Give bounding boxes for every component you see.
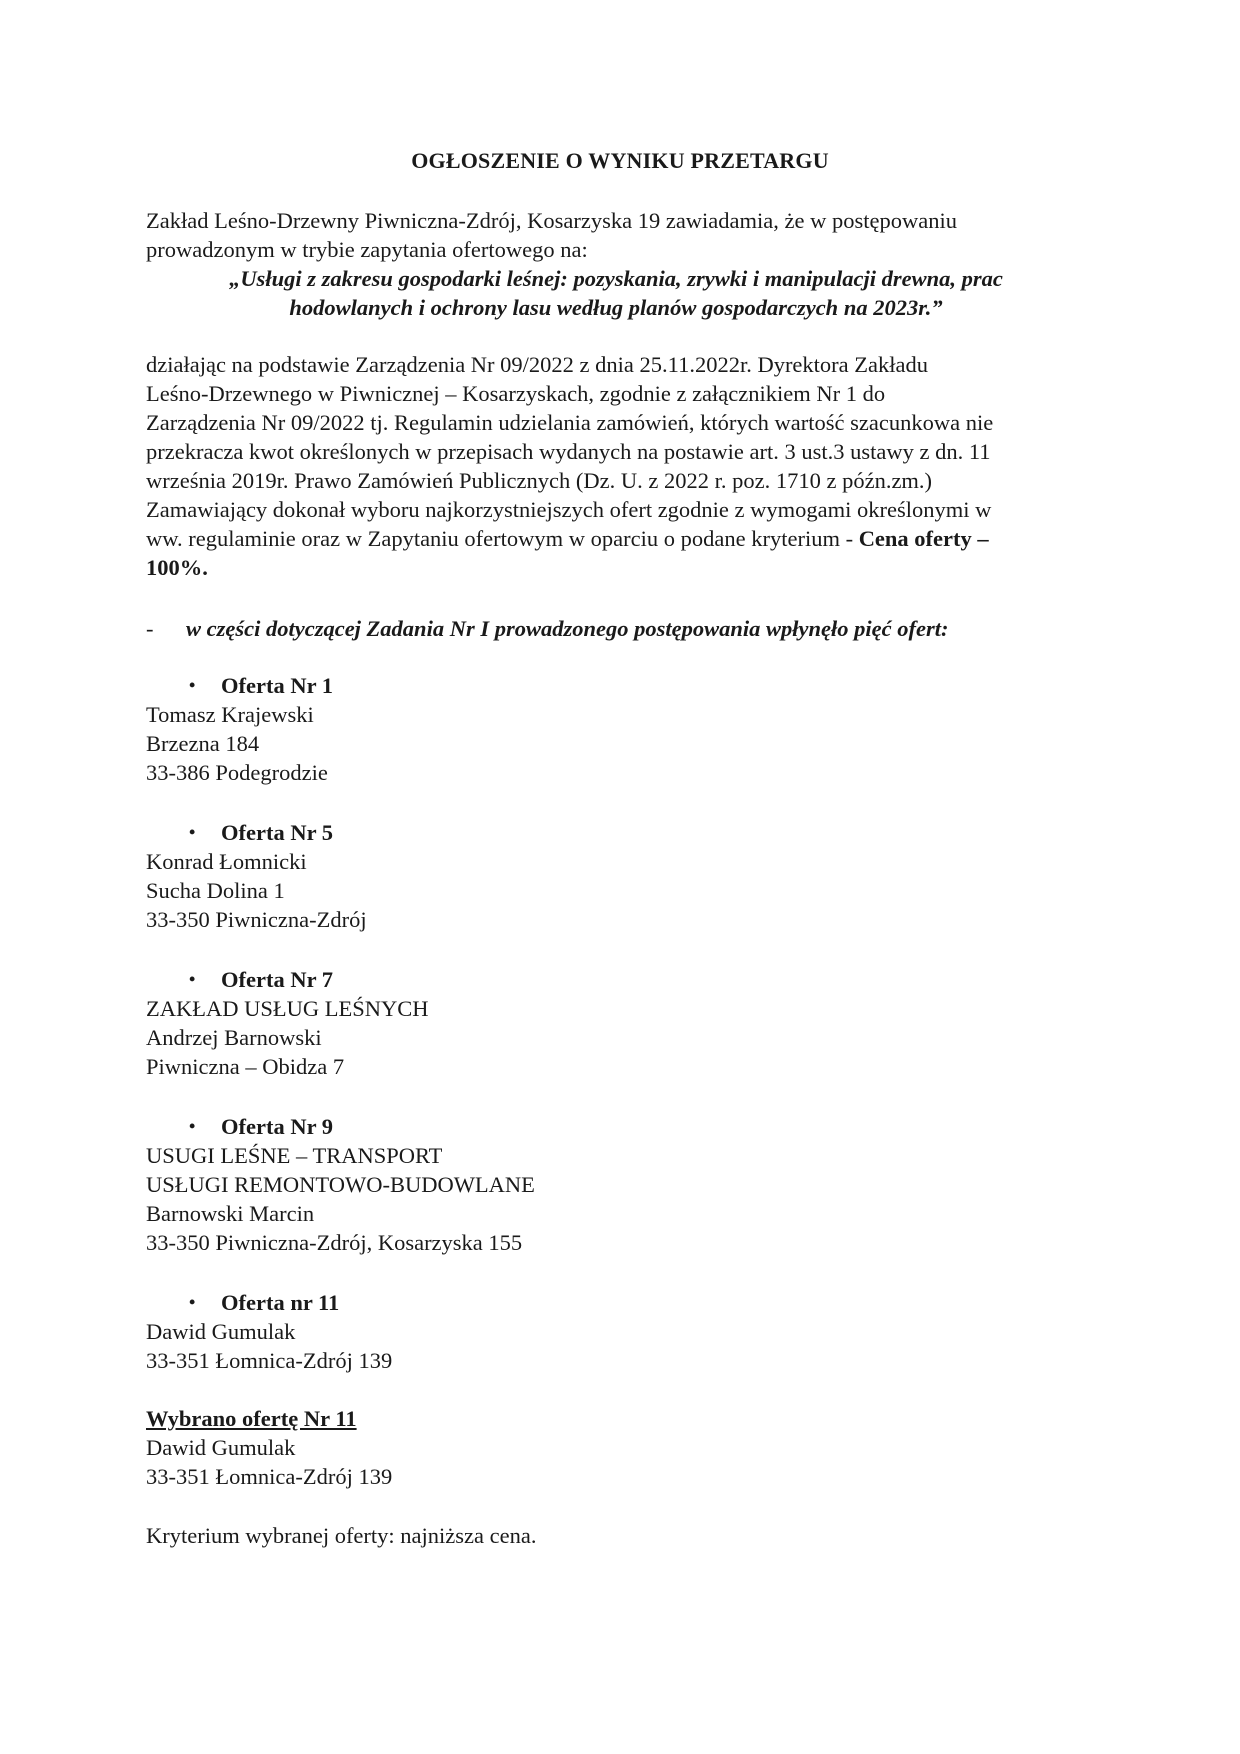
body-line [146, 524, 1106, 553]
criterion-bold: Cena oferty – [858, 526, 989, 551]
offer-item [146, 1288, 392, 1375]
offer-line: ZAKŁAD USŁUG LEŚNYCH [146, 996, 429, 1021]
offer-line: Brzezna 184 [146, 731, 260, 756]
bullet-icon: • [189, 1116, 196, 1136]
offer-label: Oferta Nr 1 [221, 673, 334, 698]
body-line: Leśno-Drzewnego w Piwnicznej – Kosarzyskach, zgodnie z załącznikiem Nr 1 do [146, 381, 886, 406]
offer-line: Sucha Dolina 1 [146, 878, 285, 903]
body-paragraph [146, 350, 1106, 582]
offer-line: Barnowski Marcin [146, 1201, 315, 1226]
bullet-icon: • [189, 1292, 196, 1312]
offer-line: USUGI LEŚNE – TRANSPORT [146, 1143, 443, 1168]
offer-line: 33-351 Łomnica-Zdrój 139 [146, 1348, 393, 1373]
offer-item [146, 965, 429, 1081]
body-line: Zamawiający dokonał wyboru najkorzystniejszych ofert zgodnie z wymogami określonymi w [146, 497, 992, 522]
bullet-icon: • [189, 822, 196, 842]
document-title: OGŁOSZENIE O WYNIKU PRZETARGU [411, 148, 829, 173]
body-line: działając na podstawie Zarządzenia Nr 09/2022 z dnia 25.11.2022r. Dyrektora Zakładu [146, 352, 928, 377]
offer-line: USŁUGI REMONTOWO-BUDOWLANE [146, 1172, 535, 1197]
body-line: września 2019r. Prawo Zamówień Publicznych (Dz. U. z 2022 r. poz. 1710 z późn.zm.) [146, 468, 933, 493]
section-text: w części dotyczącej Zadania Nr I prowadzonego postępowania wpłynęło pięć ofert: [186, 616, 949, 641]
dash-marker: - [146, 616, 154, 641]
offer-label: Oferta nr 11 [221, 1290, 340, 1315]
intro-line: Zakład Leśno-Drzewny Piwniczna-Zdrój, Kosarzyska 19 zawiadamia, że w postępowaniu [146, 208, 957, 233]
offer-line: 33-350 Piwniczna-Zdrój, Kosarzyska 155 [146, 1230, 523, 1255]
subject-line: „Usługi z zakresu gospodarki leśnej: pozyskania, zrywki i manipulacji drewna, prac [229, 266, 1003, 291]
body-line: przekracza kwot określonych w przepisach wydanych na postawie art. 3 ust.3 ustawy z dn. 11 [146, 439, 991, 464]
criterion-percent: 100%. [146, 555, 208, 580]
offer-item [146, 1112, 535, 1257]
subject-line: hodowlanych i ochrony lasu według planów gospodarczych na 2023r.” [289, 295, 943, 320]
offer-item [146, 818, 367, 934]
selected-offer-line: 33-351 Łomnica-Zdrój 139 [146, 1464, 393, 1489]
criterion-statement: Kryterium wybranej oferty: najniższa cena. [146, 1523, 537, 1548]
offer-line: Konrad Łomnicki [146, 849, 307, 874]
offer-item [146, 671, 333, 787]
offer-label: Oferta Nr 7 [221, 967, 334, 992]
bullet-icon: • [189, 969, 196, 989]
offer-line: Andrzej Barnowski [146, 1025, 322, 1050]
selected-offer [146, 1404, 392, 1491]
intro-paragraph [146, 206, 1106, 322]
selected-offer-line: Dawid Gumulak [146, 1435, 296, 1460]
offer-line: 33-350 Piwniczna-Zdrój [146, 907, 367, 932]
body-line: Zarządzenia Nr 09/2022 tj. Regulamin udzielania zamówień, których wartość szacunkowa nie [146, 410, 994, 435]
selected-offer-heading: Wybrano ofertę Nr 11 [146, 1406, 357, 1431]
offer-label: Oferta Nr 9 [221, 1114, 334, 1139]
offer-label: Oferta Nr 5 [221, 820, 334, 845]
offer-line: Dawid Gumulak [146, 1319, 296, 1344]
offer-line: Tomasz Krajewski [146, 702, 314, 727]
bullet-icon: • [189, 675, 196, 695]
body-text: ww. regulaminie oraz w Zapytaniu ofertowym w oparciu o podane kryterium - [146, 526, 859, 551]
section-heading [146, 614, 948, 643]
offer-line: Piwniczna – Obidza 7 [146, 1054, 345, 1079]
offer-line: 33-386 Podegrodzie [146, 760, 328, 785]
intro-line: prowadzonym w trybie zapytania ofertowego na: [146, 237, 588, 262]
